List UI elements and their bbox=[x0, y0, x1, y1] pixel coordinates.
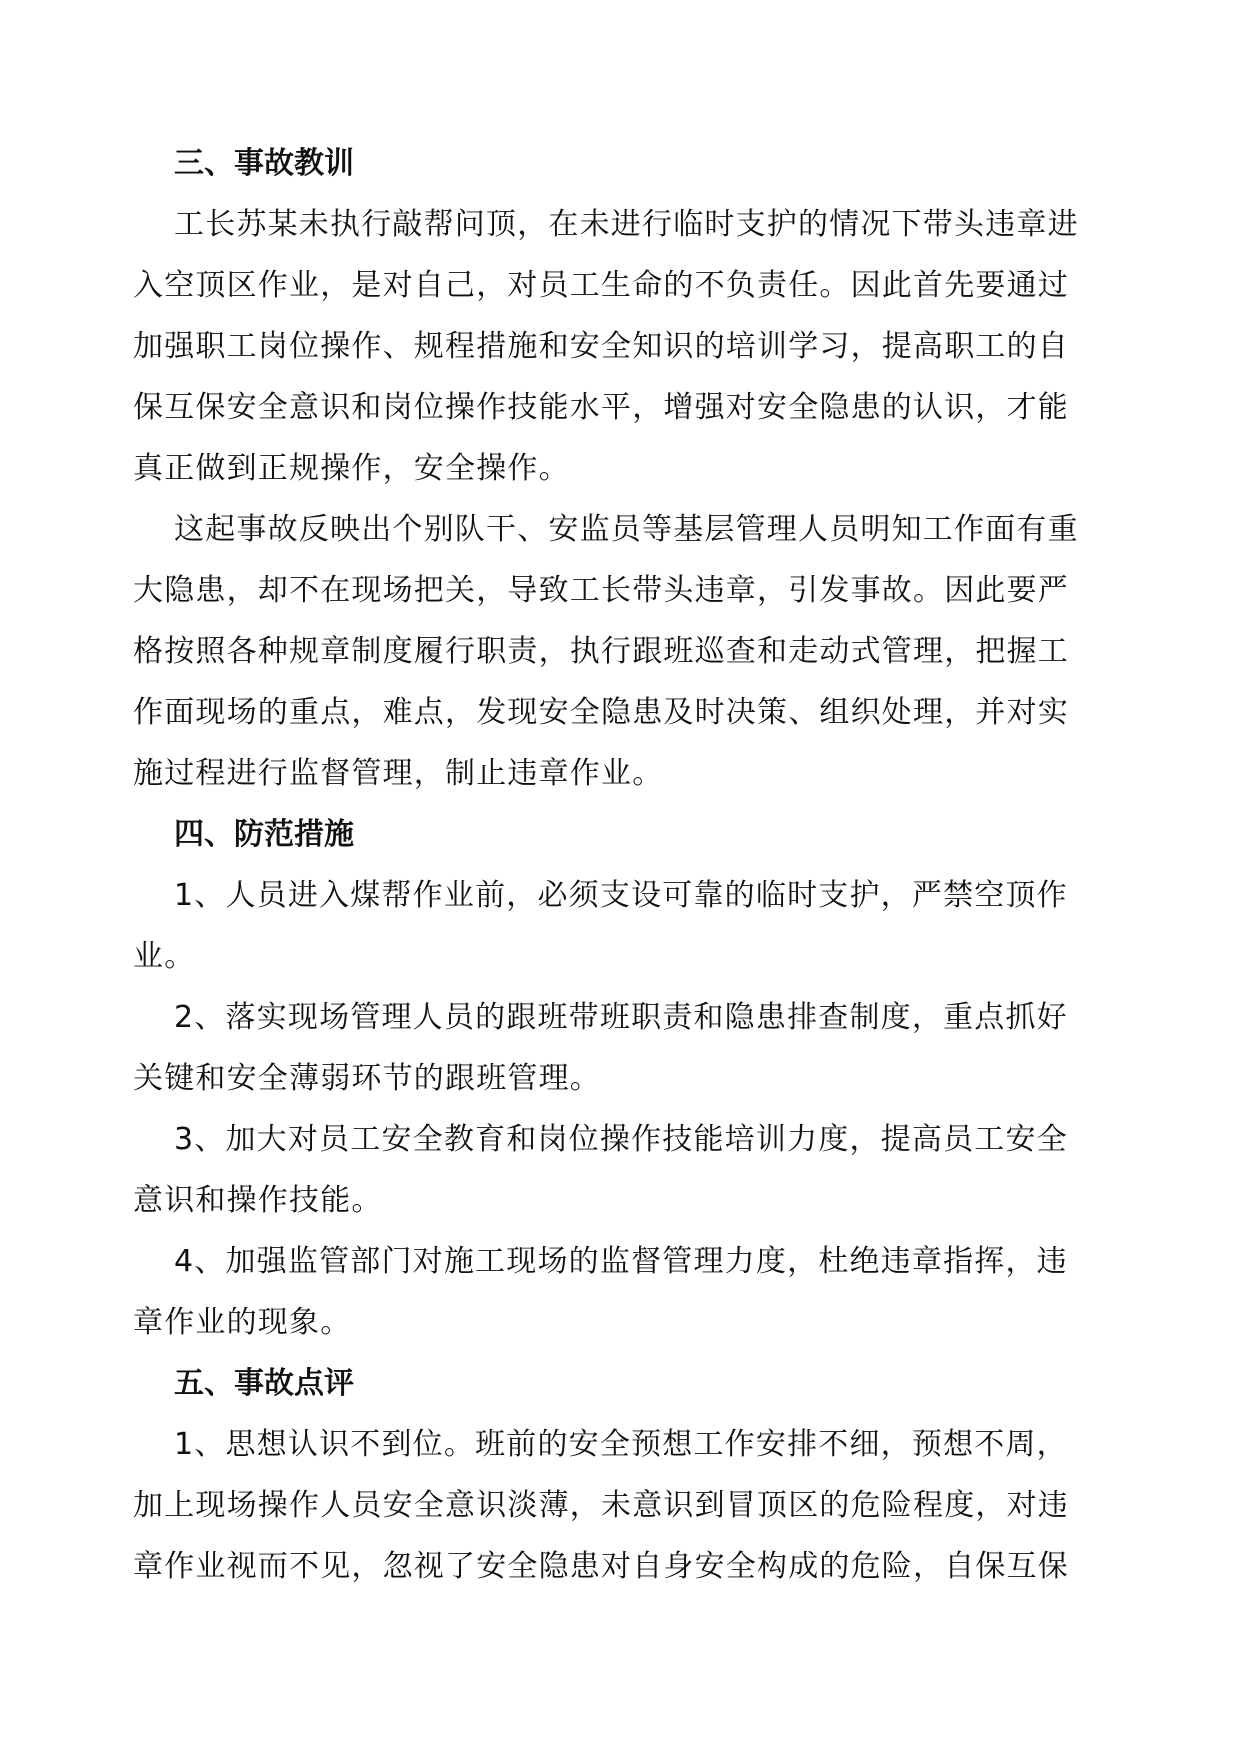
text-line: 保互保安全意识和岗位操作技能水平，增强对安全隐患的认识，才能 bbox=[133, 390, 1069, 425]
paragraph bbox=[133, 1109, 1113, 1231]
paragraph bbox=[133, 499, 1113, 804]
text-line: 作面现场的重点，难点，发现安全隐患及时决策、组织处理，并对实 bbox=[133, 695, 1069, 730]
section-heading: 三、事故教训 bbox=[174, 146, 354, 181]
section-heading: 五、事故点评 bbox=[174, 1366, 354, 1401]
text-line: 真正做到正规操作，安全操作。 bbox=[133, 451, 570, 486]
paragraph bbox=[133, 1414, 1113, 1597]
text-line: 关键和安全薄弱环节的跟班管理。 bbox=[133, 1061, 601, 1096]
text-line: 4、加强监管部门对施工现场的监督管理力度，杜绝违章指挥，违 bbox=[174, 1244, 1068, 1279]
text-line: 这起事故反映出个别队干、安监员等基层管理人员明知工作面有重 bbox=[174, 512, 1079, 547]
section-heading: 四、防范措施 bbox=[174, 817, 354, 852]
text-line: 工长苏某未执行敲帮问顶，在未进行临时支护的情况下带头违章进 bbox=[174, 207, 1079, 242]
paragraph bbox=[133, 987, 1113, 1109]
text-line: 章作业的现象。 bbox=[133, 1305, 352, 1340]
text-line: 2、落实现场管理人员的跟班带班职责和隐患排查制度，重点抓好 bbox=[174, 1000, 1068, 1035]
paragraph bbox=[133, 865, 1113, 987]
text-line: 章作业视而不见，忽视了安全隐患对自身安全构成的危险，自保互保 bbox=[133, 1549, 1069, 1584]
text-line: 大隐患，却不在现场把关，导致工长带头违章，引发事故。因此要严 bbox=[133, 573, 1069, 608]
text-line: 1、人员进入煤帮作业前，必须支设可靠的临时支护，严禁空顶作 bbox=[174, 878, 1068, 913]
document-page bbox=[133, 133, 1113, 1597]
text-line: 加上现场操作人员安全意识淡薄，未意识到冒顶区的危险程度，对违 bbox=[133, 1488, 1069, 1523]
text-line: 业。 bbox=[133, 939, 196, 974]
text-line: 1、思想认识不到位。班前的安全预想工作安排不细，预想不周， bbox=[174, 1427, 1068, 1462]
text-line: 格按照各种规章制度履行职责，执行跟班巡查和走动式管理，把握工 bbox=[133, 634, 1069, 669]
text-line: 加强职工岗位操作、规程措施和安全知识的培训学习，提高职工的自 bbox=[133, 329, 1069, 364]
text-line: 3、加大对员工安全教育和岗位操作技能培训力度，提高员工安全 bbox=[174, 1122, 1068, 1157]
paragraph bbox=[133, 1231, 1113, 1353]
text-line: 入空顶区作业，是对自己，对员工生命的不负责任。因此首先要通过 bbox=[133, 268, 1069, 303]
paragraph bbox=[133, 194, 1113, 499]
text-line: 意识和操作技能。 bbox=[133, 1183, 383, 1218]
text-line: 施过程进行监督管理，制止违章作业。 bbox=[133, 756, 664, 791]
